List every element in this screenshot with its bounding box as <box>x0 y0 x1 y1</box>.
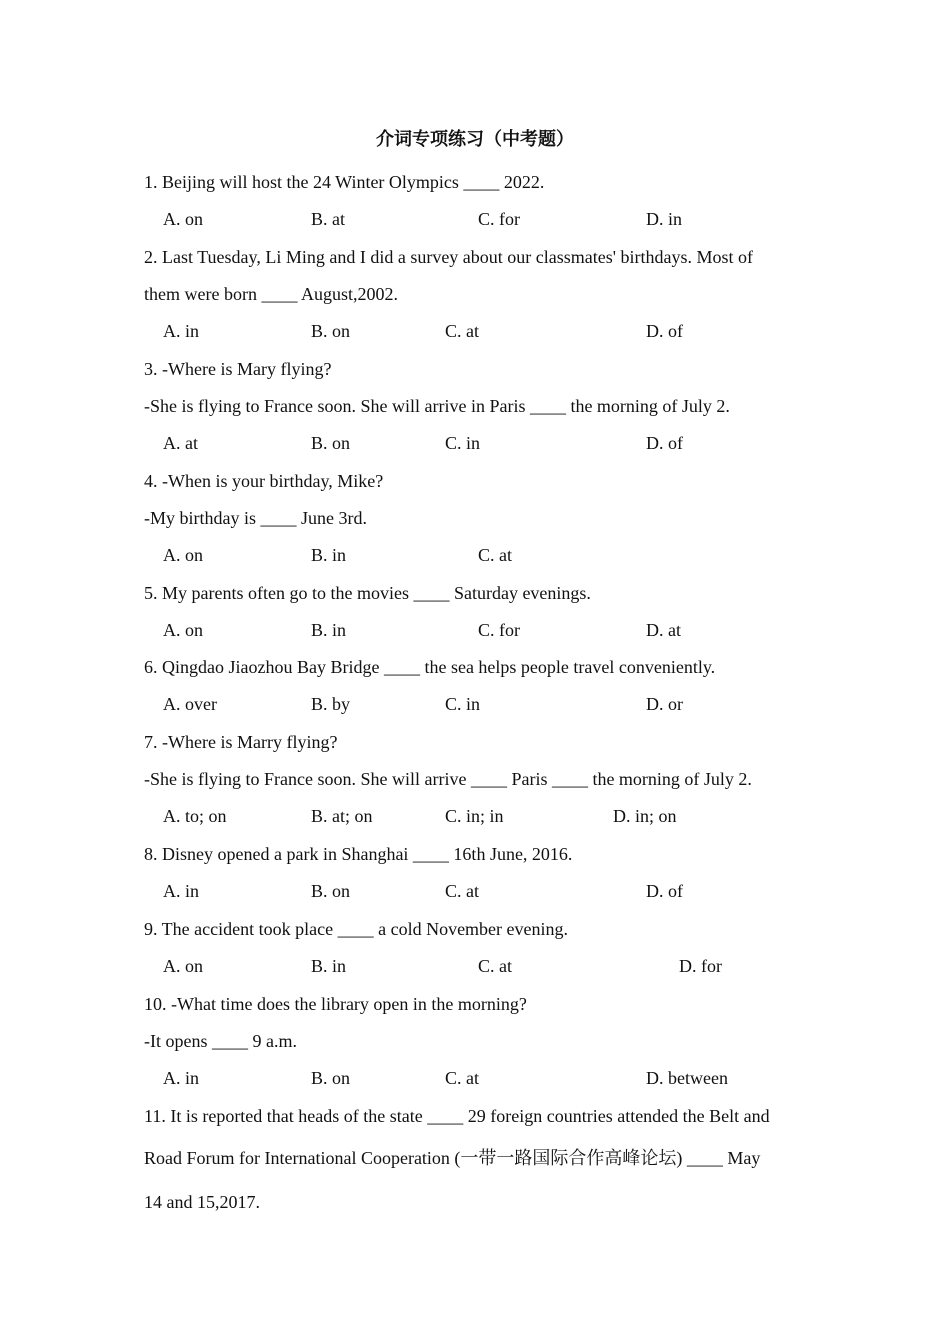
q6-option-c: C. in <box>445 694 481 714</box>
question-2-text: 2. Last Tuesday, Li Ming and I did a survey about our classmates' birthdays. Most of <box>144 247 754 267</box>
page-title: 介词专项练习（中考题） <box>376 129 574 150</box>
q5-option-a: A. on <box>163 620 203 640</box>
q10-option-a: A. in <box>163 1068 199 1088</box>
q6-option-d: D. or <box>646 694 683 714</box>
q8-option-a: A. in <box>163 881 199 901</box>
q3-option-c: C. in <box>445 433 481 453</box>
q2-option-b: B. on <box>311 321 351 341</box>
q5-option-d: D. at <box>646 620 681 640</box>
q4-option-a: A. on <box>163 545 203 565</box>
question-10-text: 10. -What time does the library open in the morning? <box>144 994 527 1014</box>
question-9-text: 9. The accident took place ____ a cold November evening. <box>144 919 569 939</box>
question-6-text: 6. Qingdao Jiaozhou Bay Bridge ____ the sea helps people travel conveniently. <box>144 657 716 677</box>
question-8-text: 8. Disney opened a park in Shanghai ____ 16th June, 2016. <box>144 844 573 864</box>
q9-option-d: D. for <box>679 956 722 976</box>
question-5-text: 5. My parents often go to the movies ____ Saturday evenings. <box>144 583 591 603</box>
q1-option-d: D. in <box>646 209 682 229</box>
q9-option-a: A. on <box>163 956 203 976</box>
question-7-text-cont: -She is flying to France soon. She will arrive ____ Paris ____ the morning of July 2. <box>144 769 752 789</box>
question-11-text-cont2: 14 and 15,2017. <box>144 1192 260 1212</box>
question-4-text-cont: -My birthday is ____ June 3rd. <box>144 508 367 528</box>
q9-option-c: C. at <box>478 956 512 976</box>
q10-option-c: C. at <box>445 1068 479 1088</box>
q8-option-d: D. of <box>646 881 683 901</box>
q8-option-b: B. on <box>311 881 351 901</box>
question-3-text-cont: -She is flying to France soon. She will arrive in Paris ____ the morning of July 2. <box>144 396 730 416</box>
q6-option-a: A. over <box>163 694 217 714</box>
q2-option-a: A. in <box>163 321 199 341</box>
q10-option-d: D. between <box>646 1068 728 1088</box>
q7-option-d: D. in; on <box>613 806 677 826</box>
q4-option-c: C. at <box>478 545 512 565</box>
q2-option-c: C. at <box>445 321 479 341</box>
question-11-text: 11. It is reported that heads of the state ____ 29 foreign countries attended the Belt and <box>144 1106 770 1126</box>
q8-option-c: C. at <box>445 881 479 901</box>
q9-option-b: B. in <box>311 956 347 976</box>
q7-option-b: B. at; on <box>311 806 373 826</box>
q3-option-a: A. at <box>163 433 198 453</box>
q5-option-c: C. for <box>478 620 520 640</box>
q1-option-a: A. on <box>163 209 203 229</box>
question-3-text: 3. -Where is Mary flying? <box>144 359 332 379</box>
question-10-text-cont: -It opens ____ 9 a.m. <box>144 1031 297 1051</box>
q3-option-d: D. of <box>646 433 683 453</box>
question-2-text-cont: them were born ____ August,2002. <box>144 284 398 304</box>
q7-option-c: C. in; in <box>445 806 504 826</box>
q1-option-b: B. at <box>311 209 345 229</box>
question-7-text: 7. -Where is Marry flying? <box>144 732 338 752</box>
q4-option-b: B. in <box>311 545 347 565</box>
q1-option-c: C. for <box>478 209 520 229</box>
q7-option-a: A. to; on <box>163 806 227 826</box>
q3-option-b: B. on <box>311 433 351 453</box>
question-1-text: 1. Beijing will host the 24 Winter Olympics ____ 2022. <box>144 172 545 192</box>
question-4-text: 4. -When is your birthday, Mike? <box>144 471 384 491</box>
q2-option-d: D. of <box>646 321 683 341</box>
q10-option-b: B. on <box>311 1068 351 1088</box>
question-11-text-cont: Road Forum for International Cooperation (一带一路国际合作高峰论坛) ____ May <box>144 1148 761 1168</box>
q5-option-b: B. in <box>311 620 347 640</box>
q6-option-b: B. by <box>311 694 351 714</box>
